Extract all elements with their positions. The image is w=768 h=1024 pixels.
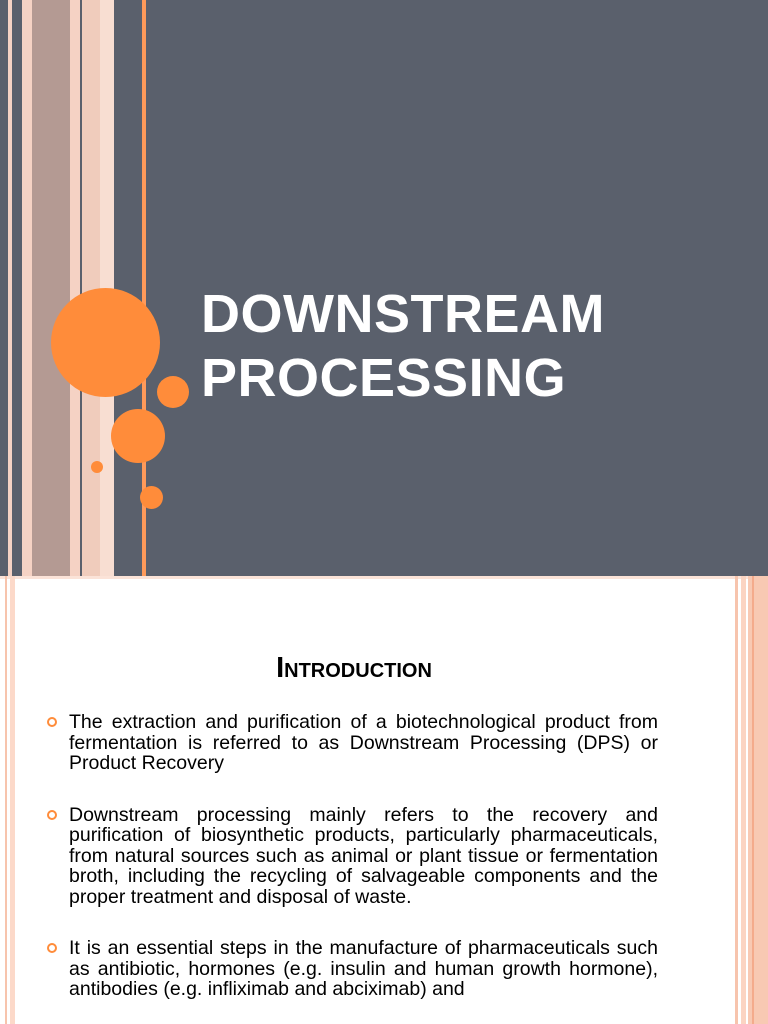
decor-stripe [735, 576, 738, 1024]
title-line: PROCESSING [201, 348, 567, 408]
decor-circle-small [157, 376, 189, 408]
bullet-text: The extraction and purification of a biotechnological product from fermentation is referred to as Downstream Processing (DPS) or Product Recovery [69, 711, 658, 774]
decor-stripe [22, 0, 32, 576]
decor-stripe [741, 576, 746, 1024]
hollow-circle-bullet-icon [47, 717, 57, 727]
decor-stripe [5, 576, 7, 1024]
bullet-text: It is an essential steps in the manufacture of pharmaceuticals such as antibiotic, hormones (e.g. insulin and human growth hormone), antibodies (e.g. infliximab and abciximab) and [69, 937, 658, 1000]
decor-circle-large [51, 288, 160, 397]
list-item [44, 712, 658, 774]
list-item [44, 938, 658, 1000]
decor-stripe [32, 0, 70, 576]
heading-rest: NTRODUCTION [284, 660, 432, 682]
decor-stripe [70, 0, 80, 576]
slide-title [201, 282, 605, 410]
decor-stripe [8, 0, 12, 576]
decor-stripe [0, 576, 768, 579]
introduction-slide [0, 576, 768, 1024]
decor-circle-tiny [91, 461, 103, 473]
decor-circle-small [140, 486, 163, 509]
decor-stripe [752, 576, 754, 1024]
decor-stripe [748, 576, 768, 1024]
hollow-circle-bullet-icon [47, 810, 57, 820]
slide-heading [0, 652, 708, 685]
heading-initial: I [276, 652, 285, 684]
decor-circle-medium [111, 409, 165, 463]
decor-stripe [10, 576, 15, 1024]
hollow-circle-bullet-icon [47, 943, 57, 953]
bullet-text: Downstream processing mainly refers to the recovery and purification of biosynthetic products, particularly pharmaceuticals, from natural sources such as animal or plant tissue or fermentation broth, including the recycling of salvageable components and the proper treatment and disposal of waste. [69, 803, 658, 908]
list-item [44, 805, 658, 908]
title-line: DOWNSTREAM [201, 284, 605, 344]
bullet-list [44, 712, 658, 1024]
